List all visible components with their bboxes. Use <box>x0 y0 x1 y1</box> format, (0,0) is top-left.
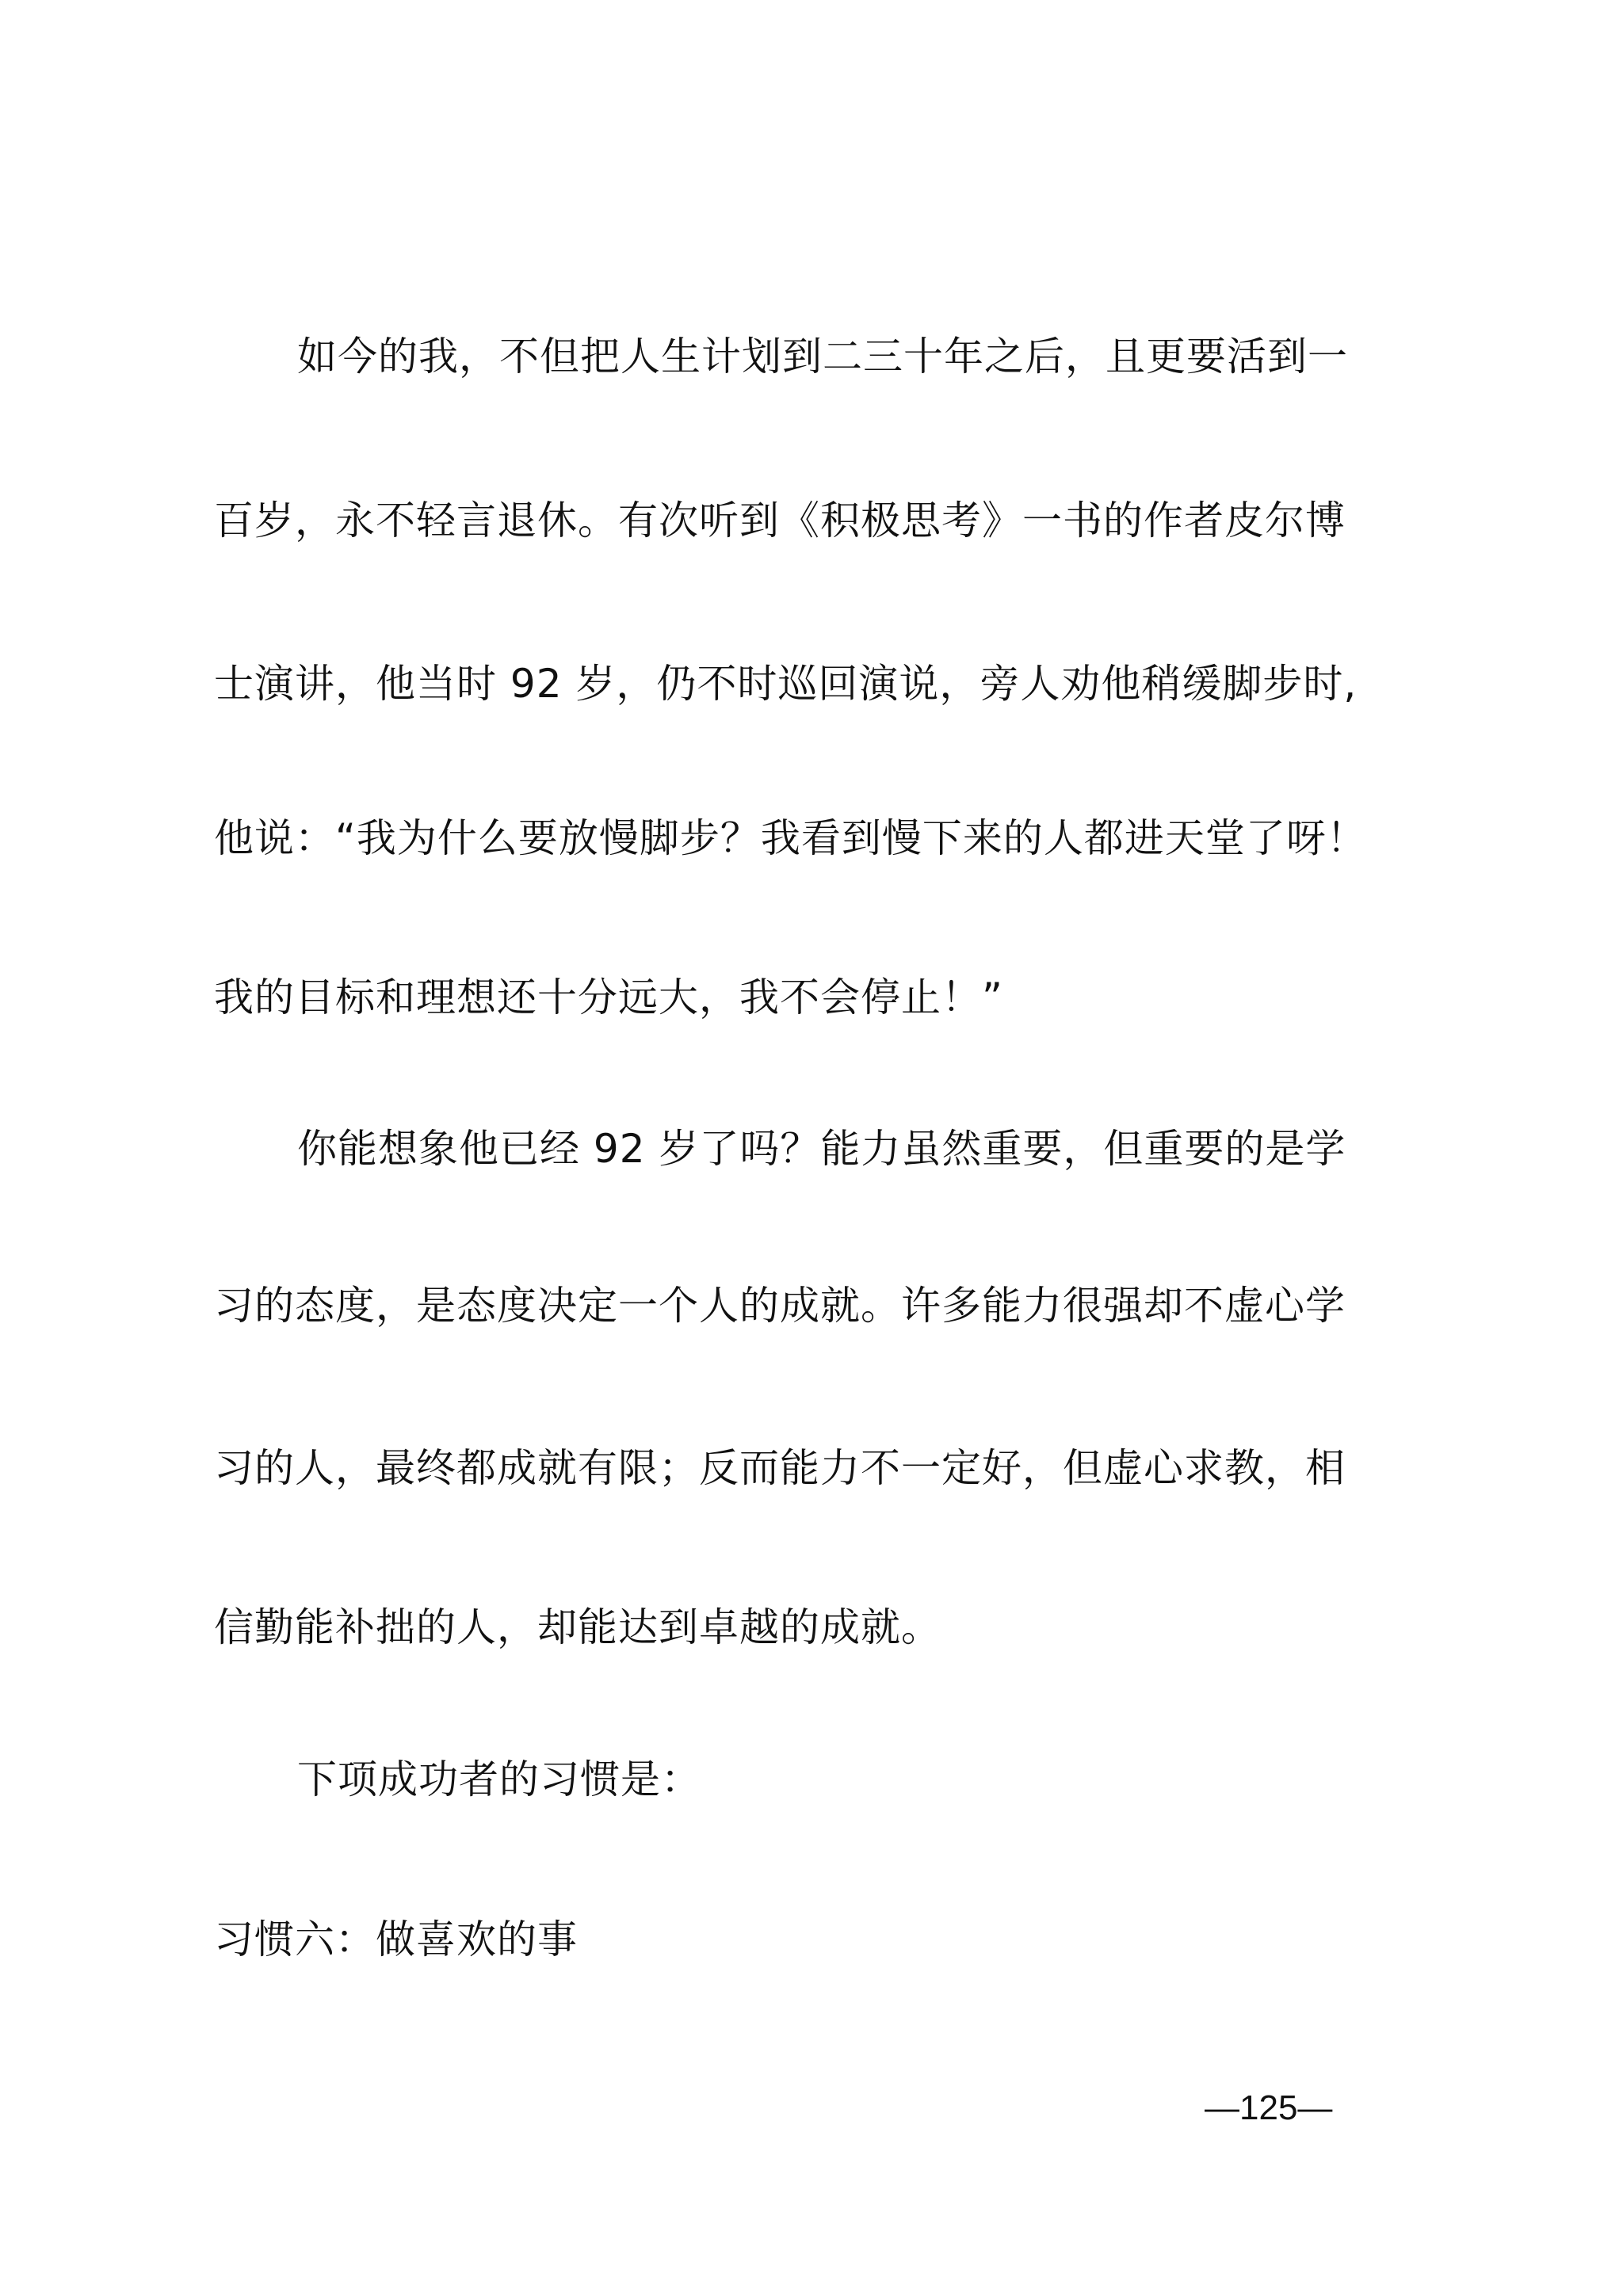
paragraph-2-line-4: 信勤能补拙的人，却能达到卓越的成就。 <box>214 1604 941 1650</box>
paragraph-1-line-1: 如今的我，不但把人生计划到二三十年之后，且更要活到一 <box>297 334 1348 379</box>
paragraph-2-line-2: 习的态度，是态度决定一个人的成就。许多能力很强却不虚心学 <box>214 1283 1346 1329</box>
paragraph-2-line-1: 你能想象他已经 92 岁了吗？能力虽然重要，但重要的是学 <box>297 1126 1346 1172</box>
page-number: —125— <box>1205 2088 1333 2127</box>
paragraph-1-line-4: 他说：“我为什么要放慢脚步？我看到慢下来的人都进天堂了呀！ <box>214 815 1367 861</box>
paragraph-1-line-5: 我的目标和理想还十分远大，我不会停止！” <box>214 974 1003 1020</box>
paragraph-1-line-2: 百岁，永不轻言退休。有次听到《积极思考》一书的作者皮尔博 <box>214 498 1346 543</box>
section-heading: 习惯六：做喜欢的事 <box>214 1917 578 1962</box>
paragraph-1-line-3: 士演讲，他当时 92 岁，仍不时巡回演说，旁人劝他稍缓脚步时, <box>214 661 1358 707</box>
paragraph-2-line-3: 习的人，最终都成就有限；反而能力不一定好，但虚心求教，相 <box>214 1445 1346 1491</box>
paragraph-3-line-1: 下项成功者的习惯是： <box>297 1756 701 1802</box>
